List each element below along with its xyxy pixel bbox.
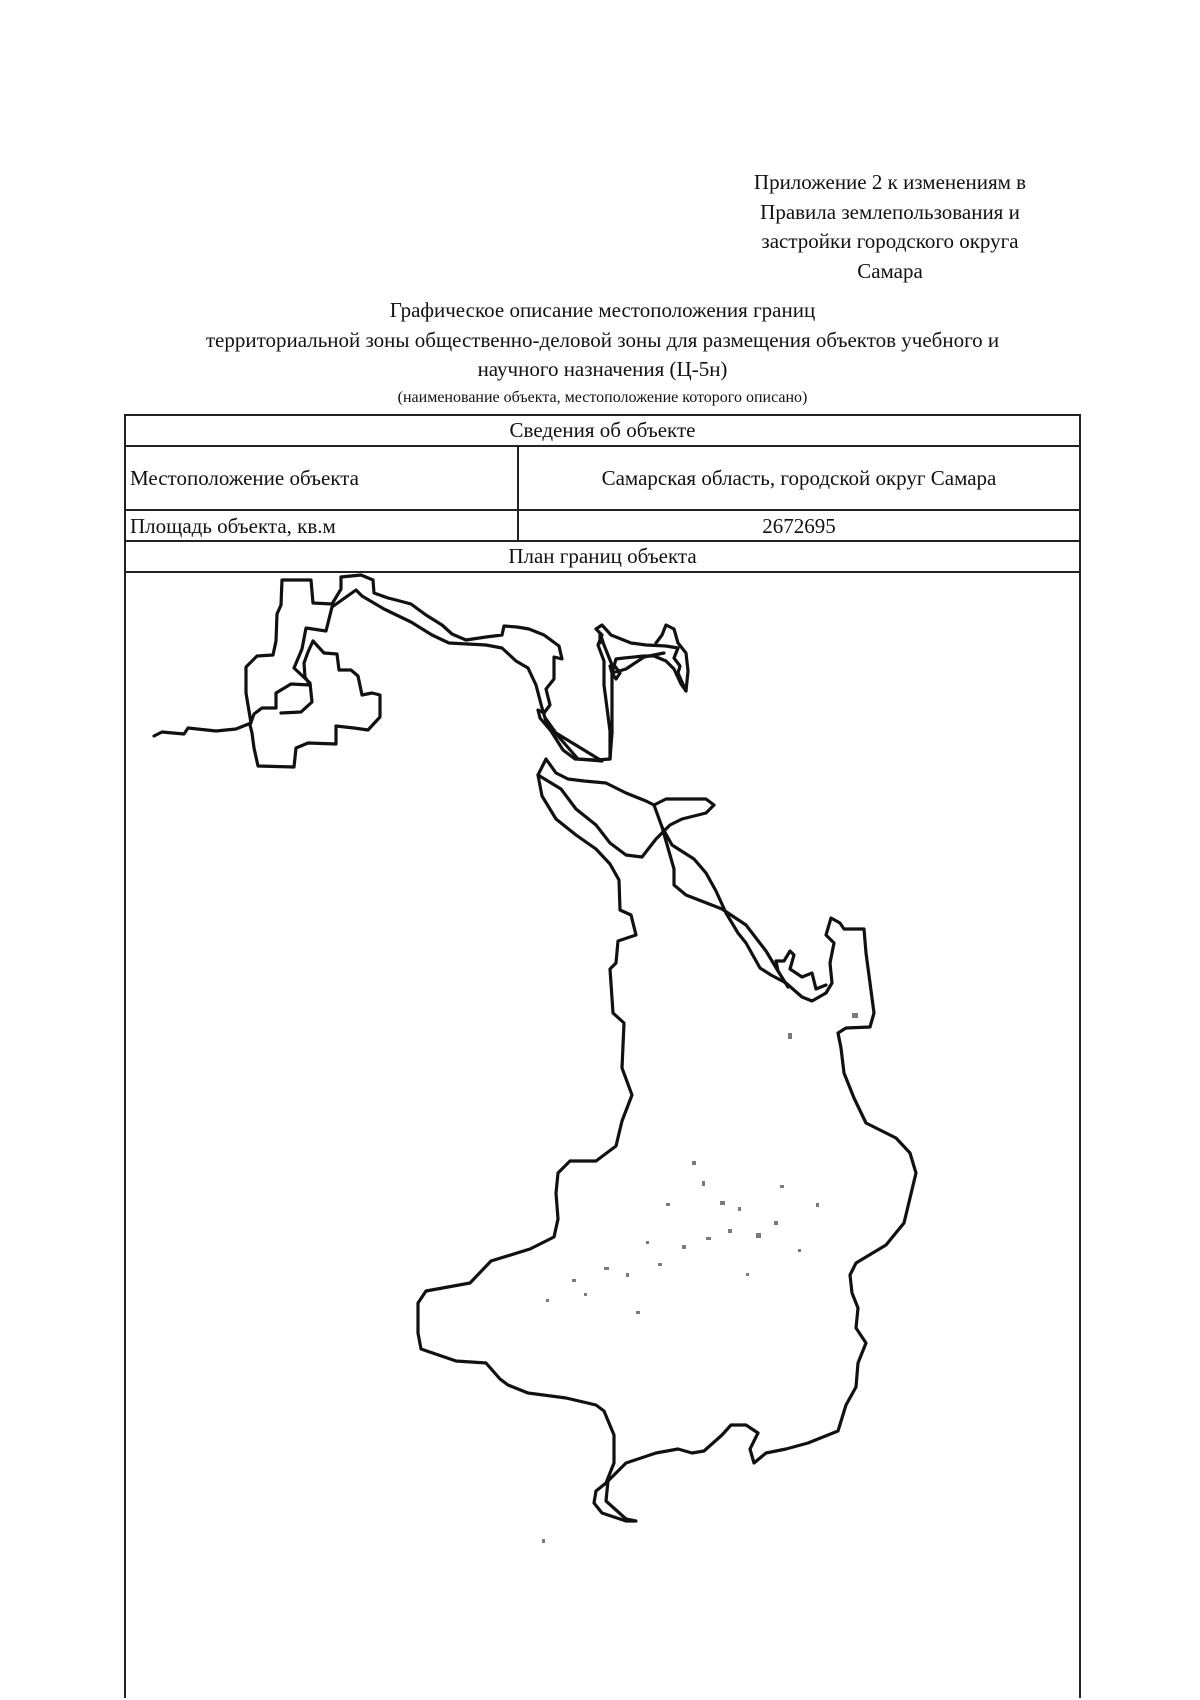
boundary-west	[154, 575, 686, 760]
plan-title: План границ объекта	[126, 542, 1079, 573]
table-row	[126, 511, 1079, 542]
document-subtitle: (наименование объекта, местоположение которого описано)	[397, 389, 808, 406]
boundary-plan-map	[126, 573, 1079, 1700]
title-line: научного назначения (Ц-5н)	[477, 357, 728, 381]
table-header: Сведения об объекте	[126, 416, 1079, 447]
title-line: Графическое описание местоположения границ	[389, 298, 816, 322]
appendix-line: Приложение 2 к изменениям в	[753, 170, 1027, 194]
map-fragments	[542, 1013, 858, 1543]
boundary-river-channel	[538, 775, 714, 857]
object-info-table	[124, 414, 1081, 1698]
boundary-center	[418, 759, 916, 1521]
appendix-line: Самара	[857, 258, 923, 283]
row-value: Самарская область, городской округ Самара	[601, 466, 997, 490]
row-label: Местоположение объекта	[126, 447, 519, 509]
boundary-main	[250, 641, 380, 767]
boundary-map-svg	[126, 573, 1079, 1700]
appendix-note	[700, 168, 1080, 286]
row-label: Площадь объекта, кв.м	[126, 511, 519, 540]
appendix-line: Правила землепользования и	[760, 199, 1020, 224]
row-value: 2672695	[762, 514, 836, 538]
appendix-line: застройки городского округа	[761, 229, 1019, 253]
document-title	[120, 296, 1085, 385]
table-row	[126, 447, 1079, 511]
title-line: территориальной зоны общественно-деловой зоны для размещения объектов учебного и	[205, 327, 1000, 352]
